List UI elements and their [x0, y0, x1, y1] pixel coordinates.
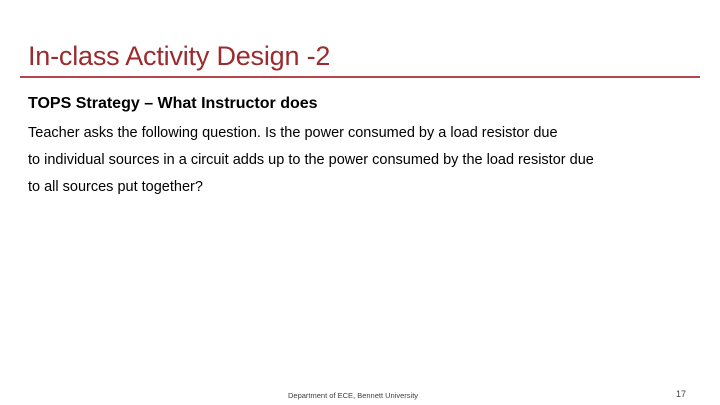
section-heading: TOPS Strategy – What Instructor does — [28, 95, 318, 112]
body-line: Teacher asks the following question. Is the power consumed by a load resistor due — [28, 125, 558, 141]
body-paragraph — [28, 120, 700, 201]
footer-text: Department of ECE, Bennett University — [288, 391, 419, 400]
slide-title: In-class Activity Design -2 — [28, 41, 331, 71]
body-line: to all sources put together? — [28, 179, 203, 195]
title-divider — [20, 76, 700, 78]
page-number: 17 — [676, 389, 687, 399]
body-line: to individual sources in a circuit adds up to the power consumed by the load resistor due — [28, 152, 594, 168]
